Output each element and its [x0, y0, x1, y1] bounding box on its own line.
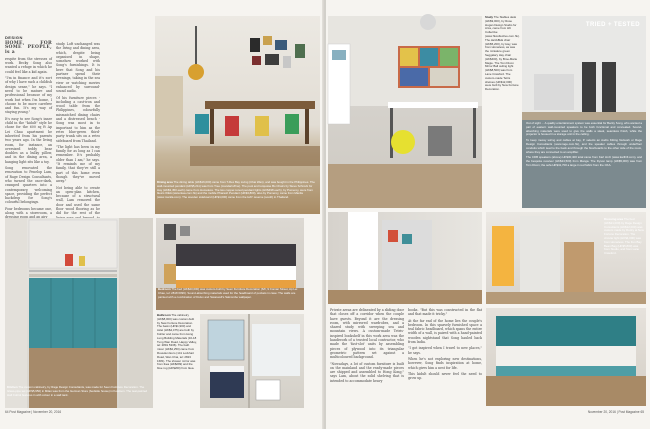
tried-tested-paragraph: The CDB speakers (above) HK$30,400 total came from Karl Hi-Fi (www.karlhifi.com), and the bespoke receiver (HK$24,500) from Manga. The Dyson lamp (HK$5,000) was from Tom Dixon; the sofa HK$41,700 a large in red fabric from the CKA.: [526, 155, 642, 167]
tried-tested-paragraph: To keep messy wiring and cables at bay, P. selects an Audio Kitting Network or Rage Design Consultants (www.rage.com.hk), and the speaker cables through underfloor conduits which lead to the back and through the floorboards to the other side of the room, where they are connected to an amplifier.: [526, 138, 642, 154]
study-illustration: [328, 16, 482, 208]
body-paragraph: This kidult should never feel the need to grow up.: [408, 371, 482, 381]
tried-tested-panel: [522, 16, 646, 208]
body-paragraph: books. "But this was constructed in the flat and that made it tricky.": [408, 308, 482, 317]
body-paragraph: "I got inspired when I travel to new places," he says.: [408, 346, 482, 355]
intro-paragraph: Four bedrooms became one, along with a storeroom, a: [5, 206, 52, 215]
body-column-a: [330, 308, 404, 406]
body-paragraph: study. Loft unchanged was the living and dining area, which, despite being organised in shape, somehow worked with Song's furnishings. It is here that Song and his partner spend their evenings, taking in the sea view or watching movies enhanced by surround-sound audio.: [56, 42, 100, 94]
bedroom-caption: [158, 288, 302, 310]
dressing-caption: [604, 218, 644, 302]
study-photo: [328, 16, 482, 208]
tried-tested-heading: TRIED + TESTED: [585, 22, 640, 28]
body-paragraph: At the far end of the home lies the couple's bedroom. In this sparsely furnished space a teal fabric headboard, which spans the entire width of a wall, is paired with a hand-painted wooden nightstand that Song hauled back from India.: [408, 318, 482, 345]
hallway-illustration: [328, 212, 482, 304]
left-folio: 64 Post Magazine | November 20, 2016: [5, 410, 62, 414]
bathroom-illustration: [200, 314, 304, 408]
body-paragraph: Not being able to create an open-plan kitchen, because of a structural wall, Lam removed the door and used the same floor wood flooring as he did for the rest of the: [56, 185, 100, 216]
tried-tested-text: [526, 122, 642, 206]
dressing-caption-text: The bed (HK$21,000) by Rage Design Consultants (HK$12,000) was custom made by Rocky at New Fortune Decoration. The circular light (HK$4,000) was from Homeless. The Fun Bay Bean Bag (HK$5,800) was from Studio, and from Lane Crawford.: [604, 217, 644, 256]
dining-caption: [157, 181, 317, 213]
study-caption-text: The Stables desk (HK$9,000), by Rose Hogan Design Studio for Arca, came from HK Collective (www.hkcollective.com.hk). The dartABLE chair (HK$5,200), by Hay, was from Homeless, as was the miniature green Seggalary Hay chair (HK$400), by Broe-Marie Magie. The Tom Dixon Mirror Ball ceiling light (HK$8,500) was from Lane Crawford. The custom-made Tetris shelves (HK$12,000) were built by New Fortune Decoration.: [485, 15, 520, 92]
study-caption: [485, 16, 519, 136]
bedroom-photo: [156, 218, 304, 310]
bathroom-photo: [200, 314, 304, 408]
dining-caption-label: Dining area: [157, 180, 173, 184]
kitchen-caption: [7, 386, 151, 408]
body-paragraph: Private areas are delineated by a sliding door that closes off a corridor when the couple have guests. Beyond it are the dressing room, with mirrored wardrobes, and a shared study with sweeping sea and mountain views. A custom-made Tetris-inspired bookshelf in this work area was the handiwork of a trusted local contractor, who made the 'fast-slot' units by assembling pieces of plywood into its triangular geometric pattern set against a multicoloured background.: [330, 308, 404, 360]
intro-paragraph: respite from the stresses of work. Becky Song also wanted a refuge in which he could feel like a kid again.: [5, 56, 52, 74]
left-page: [0, 0, 324, 429]
body-paragraph: "Nowadays, a lot of custom furniture is built on the mainland and the ready-made pieces are shipped and assembled to Hong Kong," says Lam, about the solid shelving that is intended to accommodate heavy: [330, 361, 404, 383]
dining-caption-text: The dining table (HK$16,000) came from T-Rex Bay Living (Chai Wan), and was bought in the Philippines. The wall-mounted pendant (HK$5,211) was from Tree (mandarin/fine). The pool and turquoise Bo Chairs by Steve Schrock for Hay (HK$3,450 each) came from Homeless. The two copper-toned pendant lights (HK$498 each), by Pomeroy, were from Ikea's IKEA (www.ikea.com.hk) and the mobile Pharaoh Pendant (HK$3,800), also by Pomeroy, came from Manila (www.manila.com). The wooden sideboard (HK$4,000) came from the HAY reserve (south) in Thailand.: [157, 180, 315, 200]
bathroom-caption-label: Bathroom: [157, 313, 171, 317]
right-folio: November 20, 2016 | Post Magazine 65: [587, 410, 644, 414]
dressing-area-photo: [486, 212, 646, 304]
section-label: DESIGN: [5, 35, 23, 40]
dining-area-photo: [155, 16, 320, 214]
bathroom-caption: [157, 314, 197, 406]
kitchen-photo: [5, 218, 153, 408]
intro-paragraph: Song renovated the renovation to Penelop Lam, of Rage Design Consultants, who turned the once-dark, cramped quarters into a contemporary, welcoming space, providing the perfect backdrop for Song's colourful belongings.: [5, 166, 52, 205]
master-bedroom-photo: [486, 308, 646, 406]
hallway-photo: [328, 212, 482, 304]
body-column-b: [408, 308, 482, 406]
bedroom-caption-label: Bedroom: [158, 287, 171, 291]
body-paragraph: When he's not exploring new destinations, however, Song finds inspiration at home, which gives him a nest for life.: [408, 356, 482, 370]
intro-paragraph: It's easy to see Song's inner child in the "kidult" style he chose for the 600 sq ft Ap Lei Chau apartment he inherited from his parents two years ago. In the living room, for instance, an oversized teddy bear doubles as a bulky pillow, and in the dining area, a hanging light sits like a toy.: [5, 116, 52, 164]
bedroom-caption-text: The bed (HK$23,000) was custom-built by Seen Furniture Decoration (6/F, 9 Coman Street, Ap Lei Chau, tel: 2818 6096). Sound-absorbing materials used for the headboard of pockets in case: The walls are painted with a combination of Dulux and Swanwell's Salcombe wallpaper.: [158, 287, 298, 299]
kitchen-illustration: [5, 218, 153, 408]
body-paragraph: Of his furniture pieces - including a cast-iron and wood table from the Philippines, colourfully mismatched dining chairs and a distressed bench - Song was most in to important to him as the retro blue-green third-party trunk sits on a retro sideboard from Thailand.: [56, 95, 100, 143]
study-caption-label: Study: [485, 15, 494, 19]
kitchen-caption-label: Kitchen: [7, 385, 18, 389]
bathroom-caption-text: The cabinetry (HK$8,000) was custom-built by New Fortune Decoration. The basin (HK$1,900) and toilet (HK$4,475) are both by Kohler and came from Hong Lung Building Materials (16-18 Tung Wan Road, Happy Valley, tel: 2891 5336). The bath mixer (HK$2,250) came from Rousden Euro (141 Lockhart Road, Wan Chai, tel: 2823 1681). The shower mirror was from Ikea (HK$299) and the blue rug (HK$200) from Ikea.: [157, 313, 197, 371]
tried-tested-paragraph: Out of sight ... A quality entertainment system was essential for Becky Song, who wanted a pair of eastern wall-mounted speakers to be both functional and concealed. Sound-absorbing materials were used to give the walls a sleek, seamless finish, while the projector is housed in a storage unit in the ceiling.: [526, 121, 643, 137]
right-page: [326, 0, 650, 429]
dressing-caption-label: Dressing area: [604, 217, 624, 221]
intro-dropcap: HOME, FOR SOME PEOPLE, is a: [5, 41, 52, 55]
speaker-room-illustration: [522, 16, 646, 120]
body-paragraph: "The light has been in my family for as long as I can remember. It's probably older than I am," he says. "It reminds me of my family, that they've still a part of this home even though they've moved away.": [56, 144, 100, 184]
middle-column: [56, 42, 100, 216]
master-bedroom-illustration: [486, 308, 646, 406]
intro-paragraph: "I'm in finance and it's sort of why I have such a childish design sense," he says. "I need to be mature and professional because of my work but when I'm home, I choose to be more carefree and fun. It's my way of staying young.": [5, 76, 52, 115]
kitchen-caption-text: The custom cabinetry, by Rage Design Consultants, was made for Seen Furniture Decoration. The Glass-pipe set (HK$5,950) in Milan was from the German Store (bedside house) in Kowloon. The teal-painted Hall Coltrol features in with colour in a wall tank.: [7, 385, 148, 397]
